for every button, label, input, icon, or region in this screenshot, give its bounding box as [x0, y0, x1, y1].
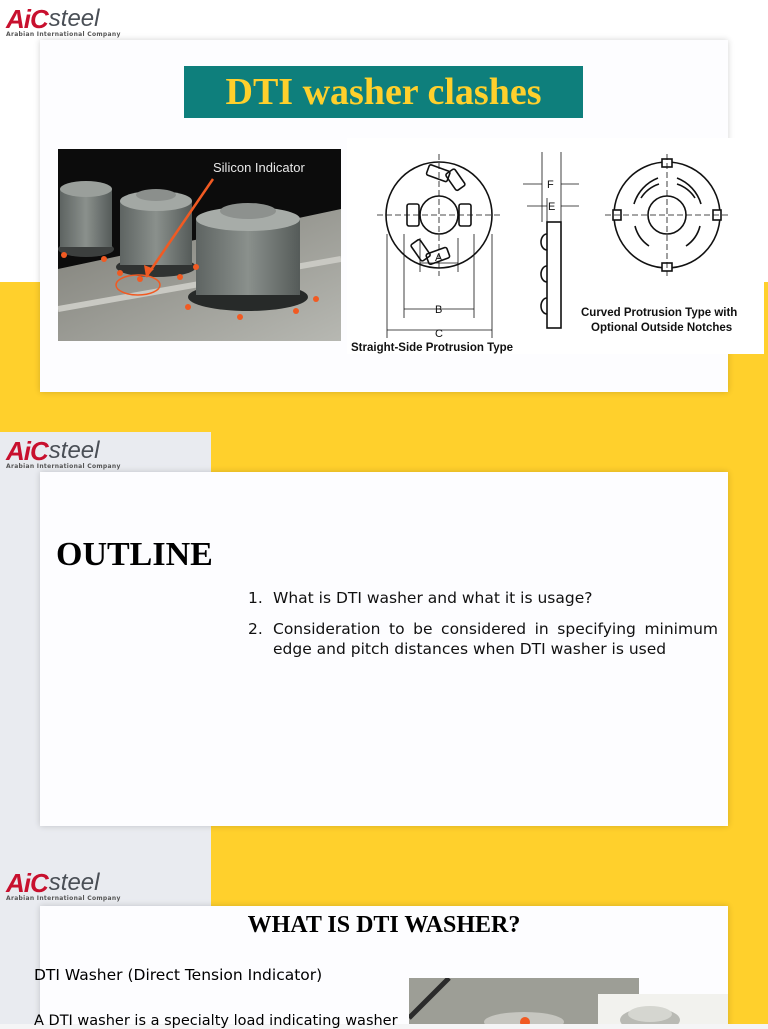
logo-brand-aic: AiC	[6, 868, 48, 898]
logo-brand-steel: steel	[48, 5, 100, 32]
outline-item-text: Consideration to be considered in specifying minimum edge and pitch distances when DTI washer is used	[273, 620, 718, 658]
dim-label-f: F	[547, 179, 554, 191]
dti-washer-diagram	[347, 138, 764, 354]
washer-photo-2-illustration	[598, 994, 728, 1024]
outline-item-number: 1.	[248, 589, 263, 607]
company-logo	[6, 868, 121, 902]
company-logo	[6, 4, 121, 38]
dti-bolt-photo	[58, 149, 341, 341]
outline-item	[248, 588, 718, 608]
logo-brand-aic: AiC	[6, 4, 48, 34]
dim-label-b: B	[435, 304, 443, 316]
slide-3-subtitle: DTI Washer (Direct Tension Indicator)	[34, 966, 323, 984]
logo-tagline: Arabian International Company	[6, 31, 121, 38]
outline-item	[248, 619, 718, 659]
dim-label-c: C	[435, 328, 443, 340]
caption-straight: Straight-Side Protrusion Type	[351, 342, 514, 354]
logo-tagline: Arabian International Company	[6, 463, 121, 470]
outline-title: OUTLINE	[56, 536, 213, 573]
logo-brand-steel: steel	[48, 869, 100, 896]
company-logo	[6, 436, 121, 470]
logo-tagline: Arabian International Company	[6, 895, 121, 902]
outline-item-number: 2.	[248, 620, 263, 638]
dim-label-a: A	[435, 252, 443, 264]
logo-brand-aic: AiC	[6, 436, 48, 466]
silicon-indicator-label: Silicon Indicator	[213, 160, 305, 175]
slide-1-title: DTI washer clashes	[184, 66, 583, 118]
caption-curved-line2: Optional Outside Notches	[591, 322, 733, 334]
slide-3-title: WHAT IS DTI WASHER?	[247, 912, 521, 938]
dim-label-e: E	[548, 201, 556, 213]
bolt-photo-illustration	[58, 149, 341, 341]
outline-item-text: What is DTI washer and what it is usage?	[273, 589, 593, 607]
washer-drawing	[347, 138, 764, 354]
dti-washer-photo-2	[598, 994, 728, 1024]
outline-list	[248, 588, 718, 670]
logo-brand-steel: steel	[48, 437, 100, 464]
caption-curved-line1: Curved Protrusion Type with	[581, 307, 738, 319]
slide-3-body: A DTI washer is a specialty load indicating washer	[34, 1013, 398, 1029]
